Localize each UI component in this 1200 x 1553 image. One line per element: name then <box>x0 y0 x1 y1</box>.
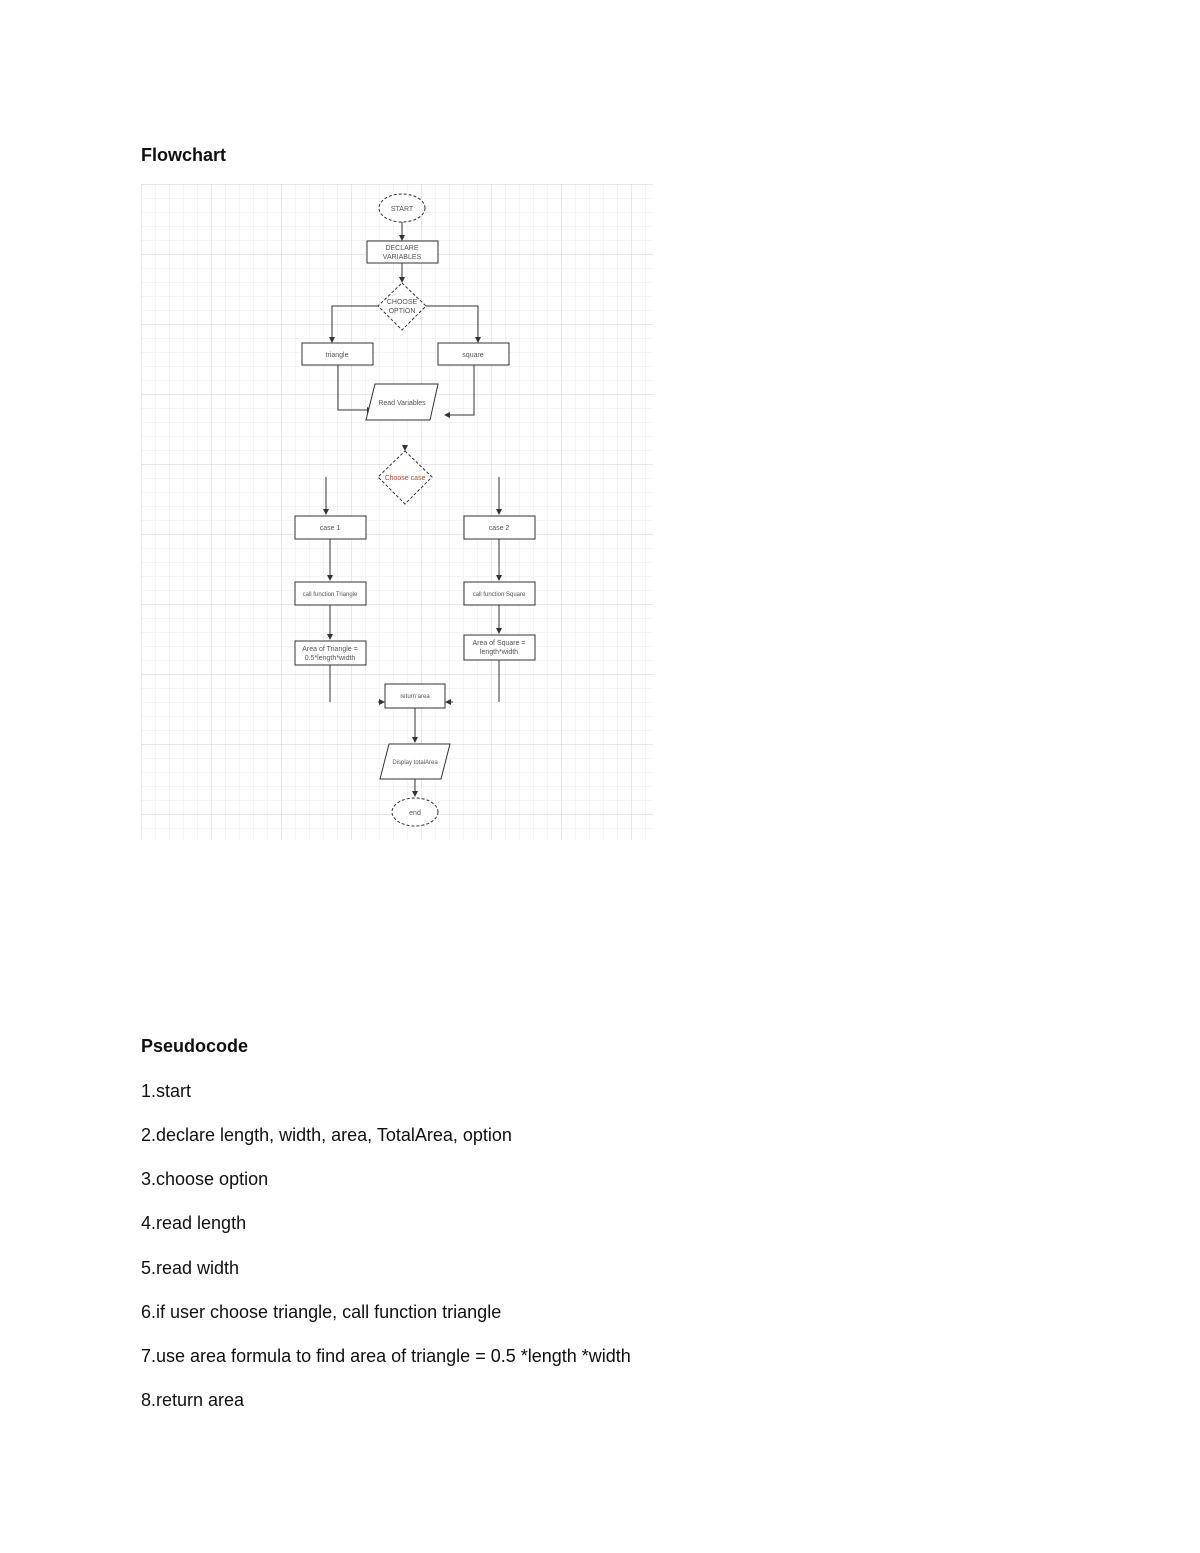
return-area-label: return area <box>400 694 430 700</box>
call-triangle-label: call function Triangle <box>302 592 358 598</box>
flowchart-heading: Flowchart <box>141 145 227 165</box>
pseudocode-step: 1.start <box>141 1081 192 1101</box>
end-label: end <box>409 810 421 817</box>
pseudocode-step: 8.return area <box>141 1390 245 1410</box>
declare-label-2: VARIABLES <box>382 254 422 261</box>
pseudocode-step: 2.declare length, width, area, TotalArea, option <box>141 1125 512 1145</box>
pseudocode-step: 6.if user choose triangle, call function triangle <box>141 1302 502 1322</box>
choose-option-label-2: OPTION <box>388 308 416 315</box>
declare-label-1: DECLARE <box>385 245 419 252</box>
area-triangle-label-1: Area of Triangle = <box>302 646 358 653</box>
pseudocode-heading: Pseudocode <box>141 1036 249 1056</box>
display-label: Display totalArea <box>392 760 438 766</box>
area-square-node <box>464 635 535 660</box>
call-square-label: call function Square <box>472 592 526 598</box>
square-label: square <box>462 352 484 359</box>
pseudocode-step: 5.read width <box>141 1258 240 1278</box>
pseudocode-step: 3.choose option <box>141 1169 269 1189</box>
triangle-label: triangle <box>325 352 349 359</box>
area-triangle-label-2: 0.5*length*width <box>304 655 356 662</box>
flowchart-diagram <box>141 184 653 840</box>
pseudocode-step: 7.use area formula to find area of triangle = 0.5 *length *width <box>141 1346 631 1366</box>
start-label: START <box>390 206 414 213</box>
area-square-label-1: Area of Square = <box>472 640 526 647</box>
choose-option-label-1: CHOOSE <box>386 299 418 306</box>
case1-label: case 1 <box>319 525 341 532</box>
area-square-label-2: length*width <box>479 649 519 656</box>
case2-label: case 2 <box>488 525 510 532</box>
grid-background <box>141 184 653 840</box>
choose-case-label: Choose case <box>384 475 426 482</box>
flowchart-svg <box>141 184 653 840</box>
read-variables-label: Read Variables <box>378 400 426 407</box>
pseudocode-step: 4.read length <box>141 1213 247 1233</box>
